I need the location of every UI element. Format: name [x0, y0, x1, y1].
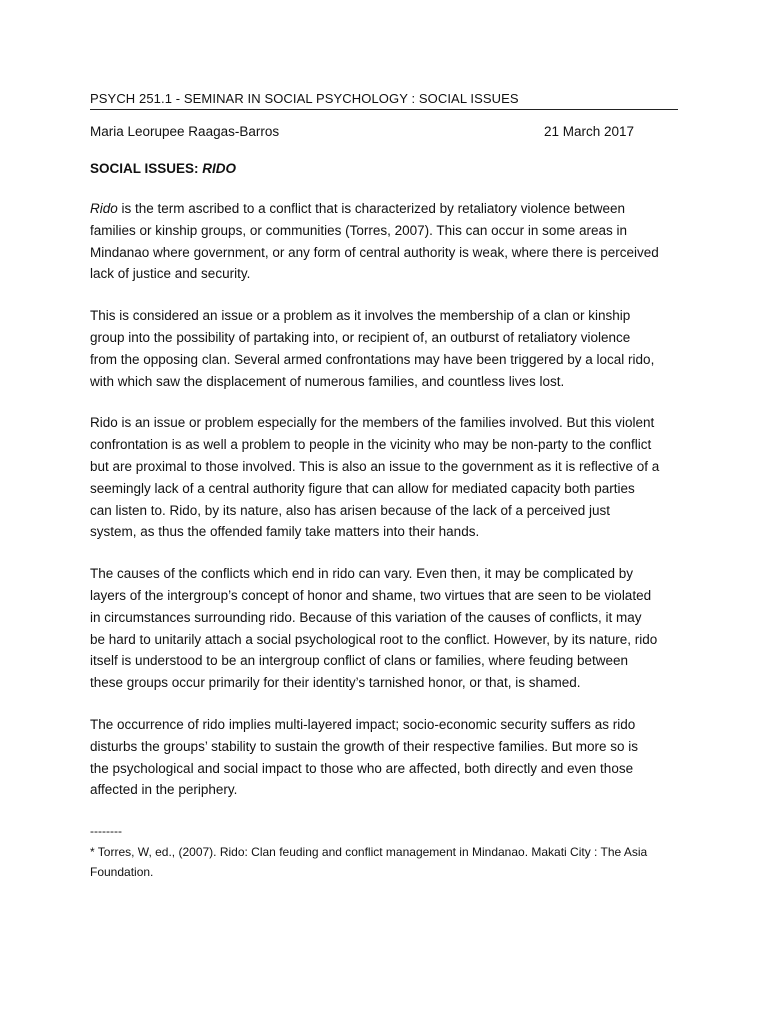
footnote-citation: * Torres, W, ed., (2007). Rido: Clan feuding and conflict management in Mindanao. Makati City : The Asia Foundation. [90, 844, 648, 880]
course-header: PSYCH 251.1 - SEMINAR IN SOCIAL PSYCHOLOGY : SOCIAL ISSUES [90, 90, 678, 110]
footnote-separator: -------- [90, 824, 122, 839]
document-page [90, 90, 680, 990]
title-topic: RIDO [202, 161, 237, 176]
paragraph-5: The occurrence of rido implies multi-layered impact; socio-economic security suffers as rido disturbs the groups’ stability to sustain the growth of their respective families. But more so is the psychological and social impact to those who are affected, both directly and even those affected in the periphery. [90, 716, 638, 798]
paragraph-1-lead: Rido [90, 201, 118, 216]
author-date-row [90, 123, 634, 141]
paragraph-1 [90, 198, 660, 285]
author-name: Maria Leorupee Raagas-Barros [90, 124, 280, 139]
paragraph-4: The causes of the conflicts which end in rido can vary. Even then, it may be complicated by layers of the intergroup’s concept of honor and shame, two virtues that are seen to be violated in circumstances surrounding rido. Because of this variation of the causes of conflicts, it may be hard to unitarily attach a social psychological root to the conflict. However, by its nature, rido itself is understood to be an intergroup conflict of clans or families, where feuding between these groups occur primarily for their identity’s tarnished honor, or that, is shamed. [90, 566, 658, 691]
paragraph-3: Rido is an issue or problem especially for the members of the families involved. But this violent confrontation is as well a problem to people in the vicinity who may be non-party to the conflict but are proximal to those involved. This is also an issue to the government as it is reflective of a seemingly lack of a central authority figure that can allow for mediated capacity both parties can listen to. Rido, by its nature, also has arisen because of the lack of a perceived just system, as thus the offended family take matters into their hands. [90, 415, 660, 540]
paragraph-2: This is considered an issue or a problem as it involves the membership of a clan or kinship group into the possibility of partaking into, or recipient of, an outburst of retaliatory violence from the opposing clan. Several armed confrontations may have been triggered by a local rido, with which saw the displacement of numerous families, and countless lives lost. [90, 308, 655, 389]
title-prefix: SOCIAL ISSUES: [90, 161, 203, 176]
document-title [90, 160, 680, 178]
document-date: 21 March 2017 [543, 124, 634, 139]
paragraph-1-text: is the term ascribed to a conflict that is characterized by retaliatory violence between families or kinship groups, or communities (Torres, 2007). This can occur in some areas in Mindanao where government, or any form of central authority is weak, where there is perceived lack of justice and security. [90, 201, 659, 282]
footnote [90, 821, 670, 883]
